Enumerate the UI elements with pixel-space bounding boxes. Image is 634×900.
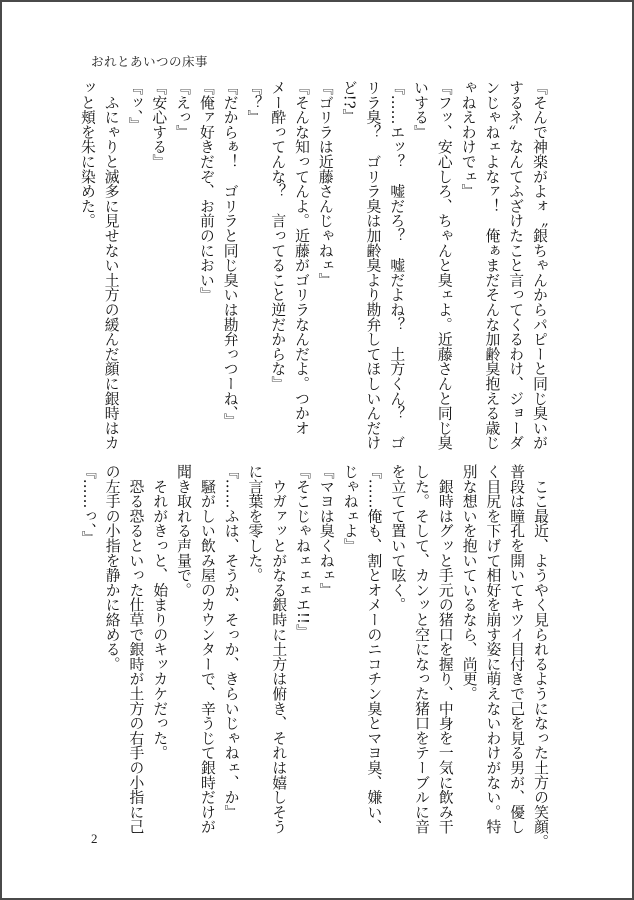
- text-line: ふにゃりと滅多に見せない土方の緩んだ顔に銀時はカ: [102, 80, 120, 450]
- text-line: を立てて置いて呟く。: [389, 464, 407, 612]
- upper-text-block: [78, 80, 551, 450]
- running-header: おれとあいつの床事: [91, 54, 209, 69]
- text-line: 『ゴリラは近藤さんじゃねェ』: [316, 80, 334, 288]
- text-line: 『フッ、安心しろ、ちゃんと臭ェよ。近藤さんと同じ臭: [435, 80, 453, 450]
- text-line: リラ臭？ ゴリラ臭は加齢臭より勘弁してほしいんだけ: [364, 80, 382, 450]
- text-line: 『……俺も、割とオメーのニコチン臭とマヨ臭、嫌い、: [365, 464, 383, 834]
- text-line: 『ッ、』: [126, 80, 144, 132]
- text-line: 銀時はグッと手元の猪口を握り、中身を一気に飲み干: [436, 464, 454, 834]
- text-line: 『安心する』: [150, 80, 168, 169]
- text-line: 『……っ、』: [79, 464, 97, 546]
- text-line: 普段は瞳孔を開いてキツイ目付きで己を見る男が、優し: [508, 464, 526, 834]
- text-line: 『？』: [245, 80, 263, 125]
- text-line: した。そして、カンッと空になった猪口をテーブルに音: [413, 464, 431, 834]
- text-line: ど!?』: [340, 80, 358, 124]
- text-line: の左手の小指を静かに絡める。: [103, 464, 121, 672]
- text-line: 別な想いを抱いているなら、尚更。: [460, 464, 478, 701]
- text-line: 『……ふは、そうか、そっか、きらいじゃねェ、か』: [222, 464, 240, 820]
- text-line: ンじゃねェよなァ！ 俺ぁまだそんな加齢臭抱える歳じ: [483, 80, 501, 450]
- text-line: 『えっ』: [174, 80, 192, 140]
- text-line: ウガァッとがなる銀時に土方は俯き、それは嬉しそう: [270, 464, 288, 834]
- text-line: 騒がしい飲み屋のカウンターで、辛うじて銀時だけが: [198, 464, 216, 834]
- text-line: ここ最近、ようやく見られるようになった土方の笑顔。: [532, 464, 549, 849]
- text-line: く目尻を下げて相好を崩す姿に萌えないわけがない。特: [484, 464, 502, 834]
- text-line: いする』: [412, 80, 430, 140]
- text-line: に言葉を零した。: [246, 464, 264, 583]
- page-number: 2: [91, 831, 98, 846]
- text-line: ッと頬を朱に染めた。: [78, 80, 96, 228]
- lower-text-block: [79, 464, 552, 849]
- text-line: 『そんな知ってんよ。近藤がゴリラなんだよ。つかオ: [293, 80, 311, 436]
- text-line: ゃねえわけでェ』: [459, 80, 477, 199]
- text-line: 『だからぁ！ ゴリラと同じ臭いは勘弁っつーね、』: [221, 80, 239, 428]
- text-line: 『……エッ？ 嘘だろ？ 嘘だよね？ 土方くん？ ゴ: [388, 80, 406, 450]
- text-line: 『そこじゃねェェェエ!!』: [294, 464, 312, 639]
- text-line: 『そんで神楽がよォ〝銀ちゃんからパピーと同じ臭いが: [531, 80, 548, 450]
- text-line: するネ〟なんてふざけたこと言ってくるわけ、ジョーダ: [507, 80, 525, 450]
- text-line: じゃねェよ』: [341, 464, 359, 553]
- text-line: 『俺ァ好きだぞ、お前のにおい』: [197, 80, 215, 302]
- text-line: 恐る恐るといった仕草で銀時が土方の右手の小指に己: [127, 464, 145, 834]
- text-line: それがきっと、始まりのキッカケだった。: [151, 464, 169, 760]
- text-line: メー酔ってんな？ 言ってること逆だからな』: [269, 80, 287, 391]
- text-line: 聞き取れる声量で。: [175, 464, 193, 598]
- text-line: 『マヨは臭くねェ』: [317, 464, 335, 598]
